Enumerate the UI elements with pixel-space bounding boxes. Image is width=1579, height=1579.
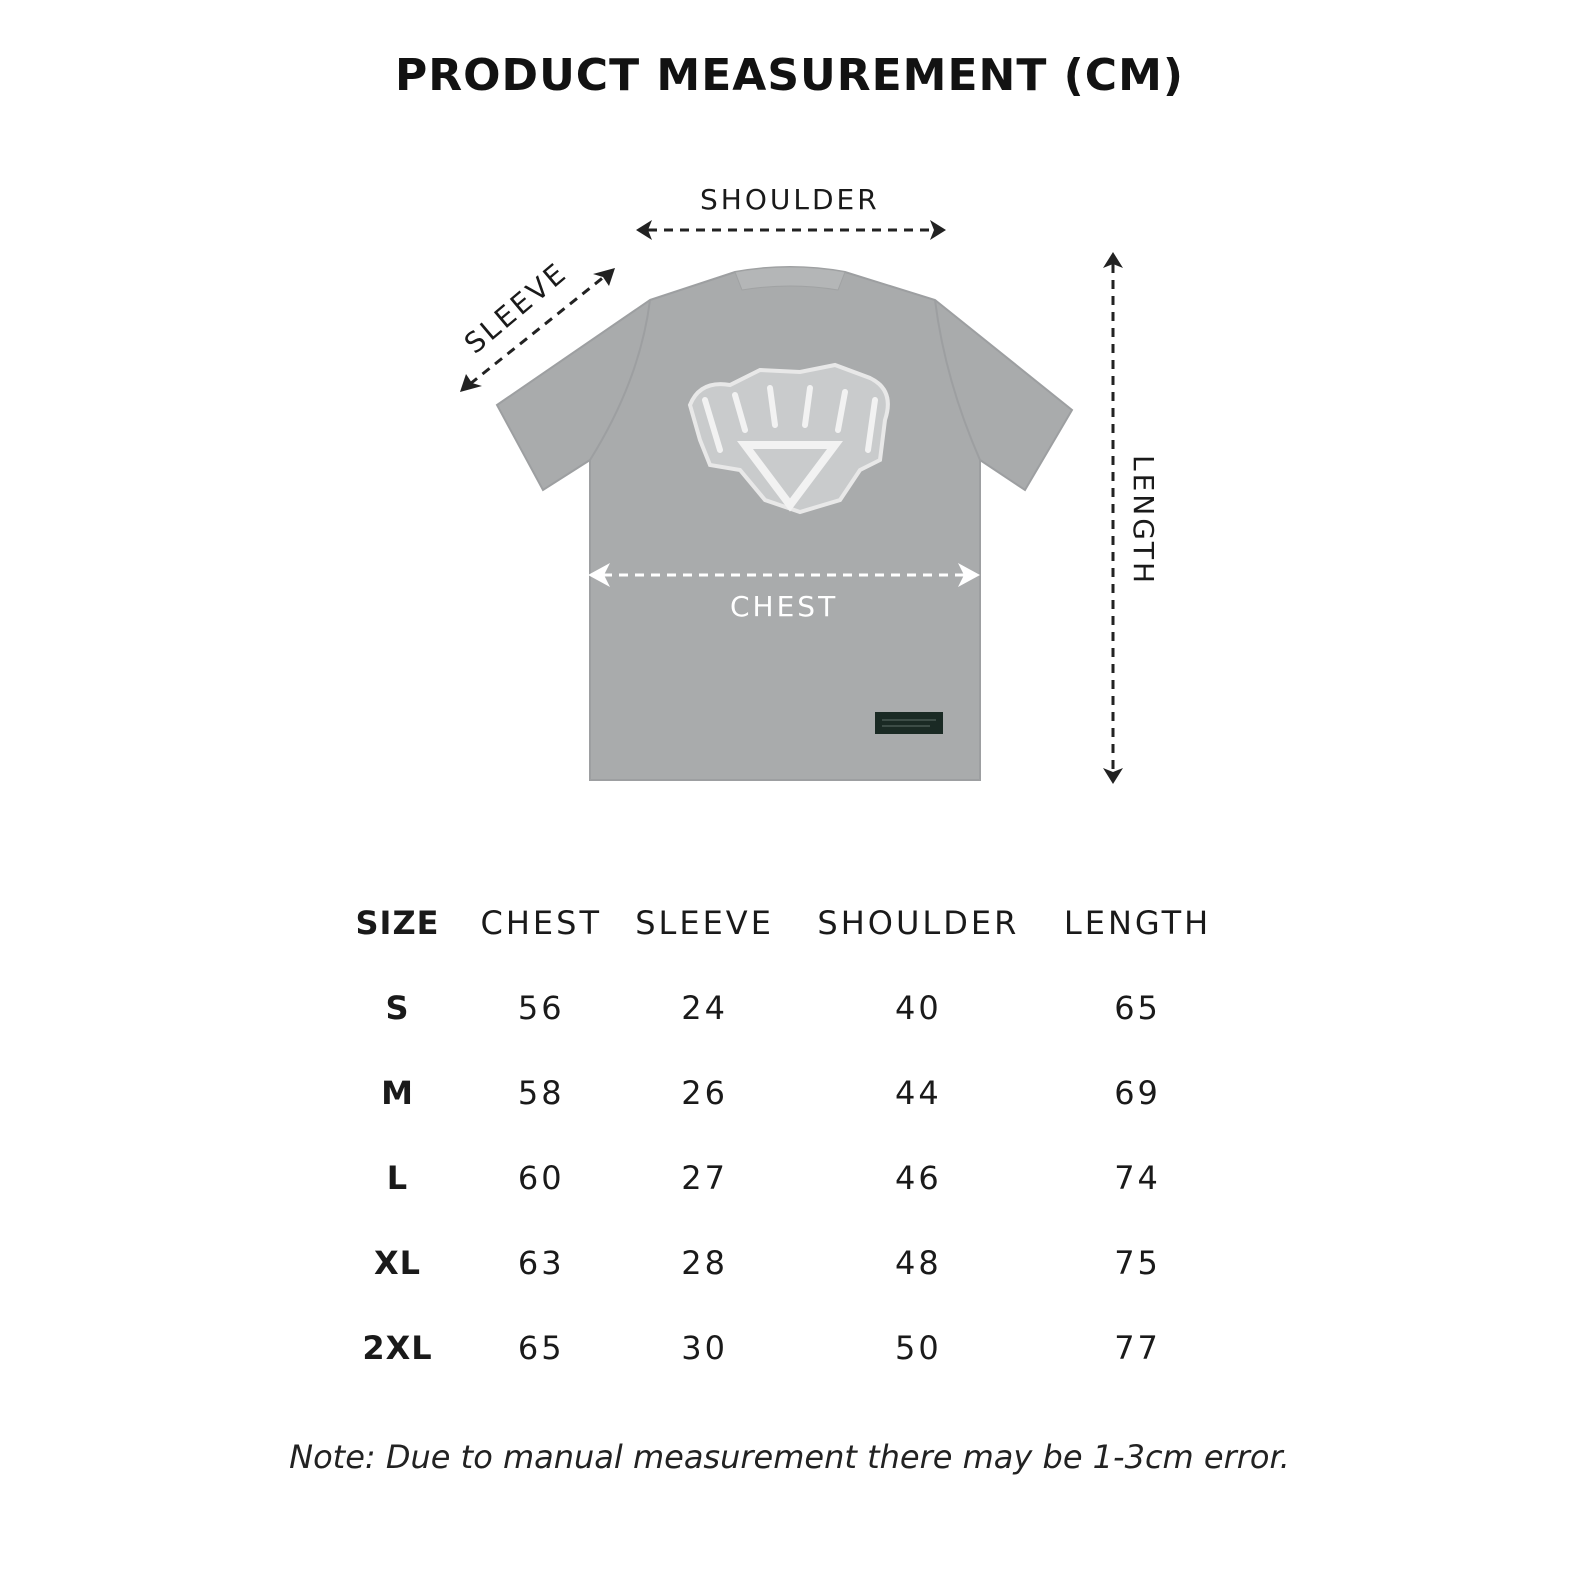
cell-length: 75 — [1114, 1243, 1161, 1282]
cell-sleeve: 27 — [681, 1158, 728, 1197]
cell-size: M — [381, 1073, 414, 1112]
cell-length: 74 — [1114, 1158, 1161, 1197]
cell-chest: 65 — [517, 1328, 565, 1367]
cell-chest: 56 — [517, 988, 565, 1027]
cell-length: 65 — [1114, 988, 1161, 1027]
cell-size: XL — [373, 1243, 422, 1282]
chest-label: CHEST — [730, 590, 839, 623]
table-row — [330, 1135, 1230, 1220]
header-chest: CHEST — [480, 903, 602, 942]
cell-length: 69 — [1114, 1073, 1161, 1112]
sleeve-label: SLEEVE — [458, 255, 574, 361]
cell-chest: 58 — [517, 1073, 565, 1112]
table-header-row — [330, 880, 1230, 965]
shoulder-label: SHOULDER — [700, 183, 880, 216]
page-title: PRODUCT MEASUREMENT (CM) — [395, 50, 1184, 101]
header-length: LENGTH — [1063, 903, 1212, 942]
cell-sleeve: 26 — [681, 1073, 728, 1112]
cell-size: S — [385, 988, 410, 1027]
cell-shoulder: 40 — [895, 988, 942, 1027]
shoulder-arrow — [636, 220, 946, 240]
cell-sleeve: 30 — [681, 1328, 728, 1367]
size-table — [330, 880, 1230, 1390]
header-shoulder: SHOULDER — [817, 903, 1020, 942]
cell-length: 77 — [1114, 1328, 1161, 1367]
table-row — [330, 1050, 1230, 1135]
header-sleeve: SLEEVE — [635, 903, 774, 942]
header-size: SIZE — [355, 903, 440, 942]
cell-shoulder: 46 — [895, 1158, 942, 1197]
cell-size: L — [386, 1158, 409, 1197]
table-row — [330, 1220, 1230, 1305]
length-label: LENGTH — [1127, 455, 1160, 587]
cell-sleeve: 24 — [681, 988, 728, 1027]
length-arrow — [1103, 252, 1123, 784]
table-row — [330, 1305, 1230, 1390]
cell-shoulder: 44 — [895, 1073, 942, 1112]
cell-shoulder: 50 — [895, 1328, 942, 1367]
cell-chest: 63 — [517, 1243, 565, 1282]
cell-sleeve: 28 — [681, 1243, 728, 1282]
cell-shoulder: 48 — [895, 1243, 942, 1282]
tshirt-illustration — [497, 267, 1072, 780]
measurement-note: Note: Due to manual measurement there may be 1-3cm error. — [289, 1438, 1290, 1476]
brand-tag — [875, 712, 943, 734]
table-row — [330, 965, 1230, 1050]
cell-size: 2XL — [362, 1328, 433, 1367]
cell-chest: 60 — [517, 1158, 565, 1197]
